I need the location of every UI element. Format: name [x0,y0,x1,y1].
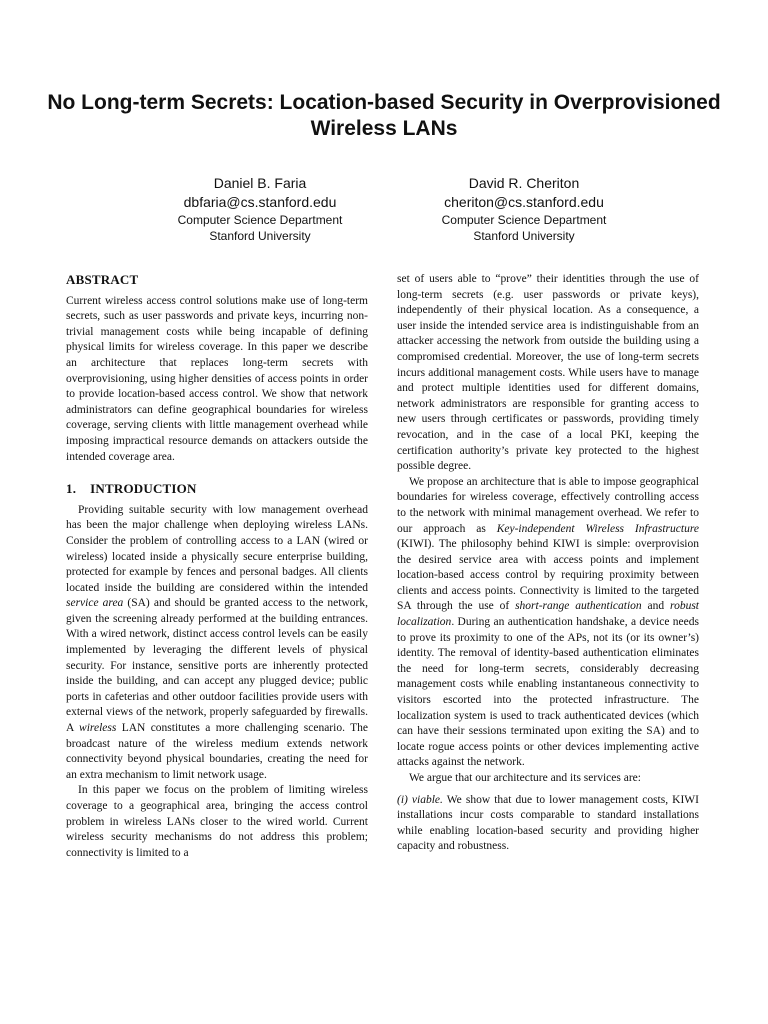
intro-paragraph-3 [397,475,699,771]
author-university: Stanford University [209,229,311,243]
text-run: (SA) and should be granted access to the network, given the screening already performed at the building entrances. With a wired network, distinct access control levels can be easily implemented by leveraging the different levels of physical security. For instance, sensitive ports are inherently protected inside the building, and can accept any plugged device; public ports in cafeterias and other outdoor facilities provide users with external views of the network, properly safeguarded by firewalls. A [66,597,368,735]
text-run: LAN constitutes a more challenging scenario. The broadcast nature of the wireless medium extends network connectivity beyond physical boundaries, creating the need for an extra mechanism to limit network usage. [66,722,368,781]
author-name: David R. Cheriton [468,175,580,191]
abstract-heading: ABSTRACT [66,272,139,287]
intro-paragraph-2-continued: set of users able to “prove” their identities through the use of long-term secrets (e.g. user passwords or private keys), independently of their physical location. As a consequence, a user inside the intended service area is indistinguishable from an attacker accessing the network from outside the building using a compromised credential. Moreover, the use of long-term secrets incurs additional management costs. While users have to manage and protect multiple identities used for different domains, network administrators are responsible for granting access to new users through certificates or passwords, providing timely revocation, and in the case of a local PKI, keeping the certification authority’s private key protected to the highest possible degree. [397,273,699,473]
emphasis-text: short-range authentication [515,600,642,613]
author-email: dbfaria@cs.stanford.edu [183,194,337,210]
text-run: We propose an architecture that is able to impose geographical boundaries for wireless coverage, effectively controlling access to the network with minimal management overhead. We refer to our approach as [397,475,699,535]
emphasis-text: Key-independent Wireless Infrastructure [496,522,699,535]
text-run: and [641,600,671,613]
abstract-text: Current wireless access control solutions make use of long-term secrets, such as user passwords and private keys, incurring non-trivial management costs while being incapable of defining physical limits for wireless coverage. In this paper we describe an architecture that replaces long-term secrets with overprovisioning, using higher densities of access points in order to provide location-based access control. We show that network administrators can define geographical boundaries for wireless coverage, serving clients with little management overhead while imposing impractical resource demands on attackers outside the intended coverage area. [66,294,368,463]
intro-paragraph-2: In this paper we focus on the problem of limiting wireless coverage to a geographical area, bringing the access control problem in wireless LANs closer to the wired world. Current wireless security mechanisms do not address this problem; connectivity is limited to a [66,784,368,859]
intro-paragraph-4: We argue that our architecture and its services are: [409,772,641,784]
author-block-1 [130,174,390,244]
author-name: Daniel B. Faria [213,175,307,191]
text-run: Providing suitable security with low management overhead has been the major challenge when deploying wireless LANs. Consider the problem of controlling access to a LAN (wired or wireless) located inside a physically secure enterprise building, protected for example by fences and personal badges. All clients located inside the building are considered within the intended [66,503,368,594]
left-column [66,272,368,861]
emphasis-text: service area [66,597,124,610]
section-heading [66,481,368,497]
paper-title: No Long-term Secrets: Location-based Security in Overprovisioned Wireless LANs [47,91,721,140]
section-number: 1. [66,481,77,497]
emphasis-text: wireless [79,722,117,735]
right-column [397,272,699,855]
author-department: Computer Science Department [441,213,607,227]
emphasis-text: (i) viable. [397,793,443,806]
intro-list-item-viable [397,793,699,855]
author-block-2 [394,174,654,244]
author-department: Computer Science Department [177,213,343,227]
text-run: . During an authentication handshake, a device needs to prove its proximity to one of the APs, not its (or its owner’s) identity. The removal of identity-based authentication eliminates the need for long-term secrets, considerably decreasing management costs while enabling instantaneous connectivity to visitors escorted into the protected infrastructure. The localization system is used to track authenticated devices (which can have their sessions terminated upon exiting the SA) and to locate rogue access points or other devices implementing active attacks against the network. [397,616,699,769]
emphasis-text: robust localization [397,600,699,629]
author-email: cheriton@cs.stanford.edu [444,194,604,210]
text-run: (KIWI). The philosophy behind KIWI is simple: overprovision the desired service area with access points and implement location-based access control by requiring proximity between clients and access points. Connectivity is limited to the targeted SA through the use of [397,538,699,613]
section-title: INTRODUCTION [90,481,197,497]
text-run: We show that due to lower management costs, KIWI installations incur costs comparable to standard installations while enabling location-based security and providing higher capacity and robustness. [397,793,699,853]
intro-paragraph-1 [66,503,368,784]
author-university: Stanford University [473,229,575,243]
